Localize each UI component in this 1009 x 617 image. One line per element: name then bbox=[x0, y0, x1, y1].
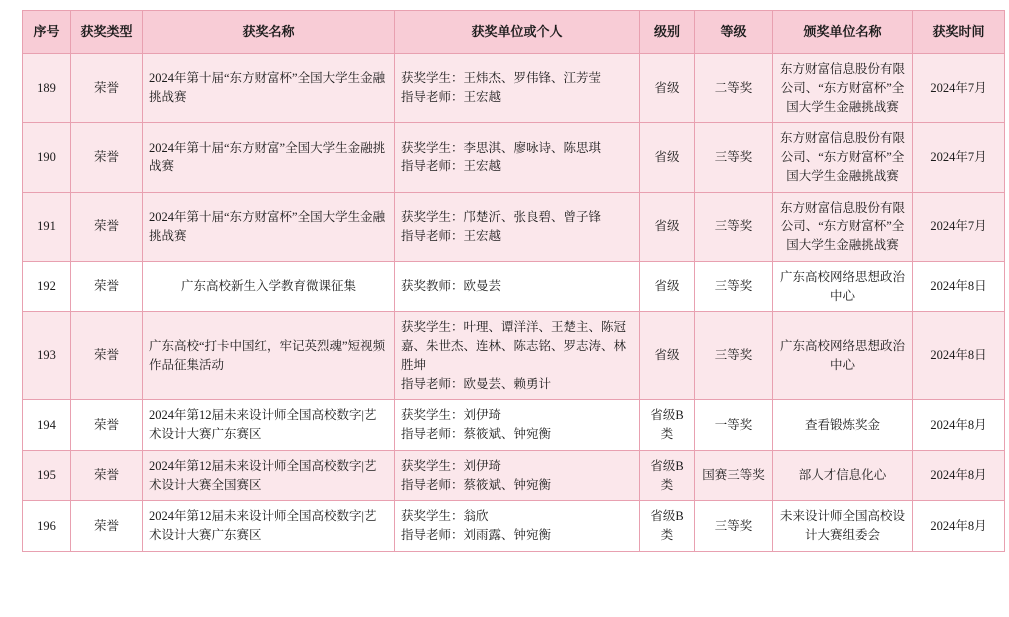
cell-unit-line: 获奖教师：欧曼芸 bbox=[401, 279, 502, 294]
cell-issuer: 部人才信息化心 bbox=[773, 450, 913, 501]
cell-grade: 三等奖 bbox=[695, 312, 773, 400]
cell-issuer: 东方财富信息股份有限公司、“东方财富杯”全国大学生金融挑战赛 bbox=[773, 54, 913, 123]
cell-unit-line: 指导老师：王宏越 bbox=[401, 159, 502, 174]
cell-seq: 196 bbox=[23, 501, 71, 552]
cell-grade: 二等奖 bbox=[695, 54, 773, 123]
table-row bbox=[23, 261, 1005, 312]
cell-seq: 190 bbox=[23, 123, 71, 192]
table-body bbox=[23, 54, 1005, 552]
cell-name bbox=[143, 123, 395, 192]
cell-name bbox=[143, 261, 395, 312]
cell-level: 省级B类 bbox=[640, 501, 695, 552]
cell-unit bbox=[395, 123, 640, 192]
cell-grade: 三等奖 bbox=[695, 123, 773, 192]
cell-name bbox=[143, 450, 395, 501]
cell-seq: 193 bbox=[23, 312, 71, 400]
cell-unit-line: 获奖学生：刘伊琦 bbox=[401, 408, 502, 423]
cell-unit bbox=[395, 501, 640, 552]
cell-date: 2024年8月 bbox=[913, 450, 1005, 501]
cell-level: 省级 bbox=[640, 192, 695, 261]
cell-issuer: 广东高校网络思想政治中心 bbox=[773, 261, 913, 312]
cell-unit bbox=[395, 261, 640, 312]
cell-unit bbox=[395, 192, 640, 261]
cell-unit-line: 指导老师：欧曼芸、赖勇计 bbox=[401, 376, 552, 391]
cell-issuer: 查看锻炼奖金 bbox=[773, 400, 913, 451]
cell-level: 省级 bbox=[640, 123, 695, 192]
cell-name-text: 广东高校“打卡中国红，牢记英烈魂”短视频作品征集活动 bbox=[149, 339, 386, 372]
cell-grade: 一等奖 bbox=[695, 400, 773, 451]
table-header bbox=[23, 11, 1005, 54]
cell-name-text: 2024年第12届未来设计师全国高校数字|艺术设计大赛广东赛区 bbox=[149, 408, 377, 441]
cell-unit-line: 获奖学生：王炜杰、罗伟锋、江芳莹 bbox=[401, 71, 602, 86]
cell-unit bbox=[395, 312, 640, 400]
cell-name-text: 2024年第十届“东方财富杯”全国大学生金融挑战赛 bbox=[149, 71, 386, 105]
cell-issuer: 未来设计师全国高校设计大赛组委会 bbox=[773, 501, 913, 552]
column-header-issuer: 颁奖单位名称 bbox=[773, 11, 913, 54]
cell-seq: 191 bbox=[23, 192, 71, 261]
cell-type: 荣誉 bbox=[71, 501, 143, 552]
cell-type: 荣誉 bbox=[71, 123, 143, 192]
table-row bbox=[23, 501, 1005, 552]
cell-seq: 195 bbox=[23, 450, 71, 501]
cell-seq: 192 bbox=[23, 261, 71, 312]
cell-name-text: 2024年第十届“东方财富杯”全国大学生金融挑战赛 bbox=[149, 209, 386, 243]
table-row bbox=[23, 312, 1005, 400]
column-header-date: 获奖时间 bbox=[913, 11, 1005, 54]
cell-unit-line: 指导老师：王宏越 bbox=[401, 228, 502, 243]
cell-name-text: 2024年第12届未来设计师全国高校数字|艺术设计大赛广东赛区 bbox=[149, 509, 377, 542]
cell-grade: 国赛三等奖 bbox=[695, 450, 773, 501]
cell-type: 荣誉 bbox=[71, 450, 143, 501]
table-row bbox=[23, 450, 1005, 501]
cell-name-text: 2024年第十届“东方财富”全国大学生金融挑战赛 bbox=[149, 140, 386, 174]
column-header-grade: 等级 bbox=[695, 11, 773, 54]
cell-name bbox=[143, 192, 395, 261]
cell-unit-line: 获奖学生：李思淇、廖咏诗、陈思琪 bbox=[401, 140, 602, 155]
cell-level: 省级 bbox=[640, 312, 695, 400]
cell-unit bbox=[395, 54, 640, 123]
cell-issuer: 广东高校网络思想政治中心 bbox=[773, 312, 913, 400]
cell-grade: 三等奖 bbox=[695, 192, 773, 261]
cell-name bbox=[143, 501, 395, 552]
cell-issuer: 东方财富信息股份有限公司、“东方财富杯”全国大学生金融挑战赛 bbox=[773, 192, 913, 261]
cell-level: 省级 bbox=[640, 54, 695, 123]
award-table bbox=[22, 10, 1005, 552]
cell-unit-line: 获奖学生：刘伊琦 bbox=[401, 458, 502, 473]
cell-unit-line: 获奖学生：邝楚沂、张良碧、曾子锋 bbox=[401, 209, 602, 224]
cell-date: 2024年8月 bbox=[913, 501, 1005, 552]
cell-unit bbox=[395, 450, 640, 501]
column-header-level: 级别 bbox=[640, 11, 695, 54]
cell-type: 荣誉 bbox=[71, 261, 143, 312]
cell-level: 省级 bbox=[640, 261, 695, 312]
cell-date: 2024年7月 bbox=[913, 123, 1005, 192]
table-header-row bbox=[23, 11, 1005, 54]
cell-unit-line: 指导老师：蔡筱斌、钟宛衡 bbox=[401, 427, 552, 441]
table-row bbox=[23, 123, 1005, 192]
cell-unit-line: 指导老师：王宏越 bbox=[401, 90, 502, 105]
cell-issuer: 东方财富信息股份有限公司、“东方财富杯”全国大学生金融挑战赛 bbox=[773, 123, 913, 192]
cell-grade: 三等奖 bbox=[695, 501, 773, 552]
cell-date: 2024年8日 bbox=[913, 261, 1005, 312]
column-header-name: 获奖名称 bbox=[143, 11, 395, 54]
cell-name bbox=[143, 312, 395, 400]
cell-level: 省级B类 bbox=[640, 400, 695, 451]
cell-unit-line: 获奖学生：叶理、谭洋洋、王楚主、陈冠嘉、朱世杰、连林、陈志铭、罗志涛、林胜坤 bbox=[401, 320, 627, 372]
cell-unit-line: 指导老师：刘雨露、钟宛衡 bbox=[401, 528, 552, 542]
cell-seq: 189 bbox=[23, 54, 71, 123]
cell-date: 2024年8月 bbox=[913, 400, 1005, 451]
cell-date: 2024年8日 bbox=[913, 312, 1005, 400]
cell-unit bbox=[395, 400, 640, 451]
cell-unit-line: 指导老师：蔡筱斌、钟宛衡 bbox=[401, 477, 552, 492]
cell-type: 荣誉 bbox=[71, 400, 143, 451]
cell-name-text: 2024年第12届未来设计师全国高校数字|艺术设计大赛全国赛区 bbox=[149, 458, 377, 492]
cell-level: 省级B类 bbox=[640, 450, 695, 501]
column-header-seq: 序号 bbox=[23, 11, 71, 54]
cell-type: 荣誉 bbox=[71, 312, 143, 400]
cell-seq: 194 bbox=[23, 400, 71, 451]
cell-date: 2024年7月 bbox=[913, 192, 1005, 261]
cell-type: 荣誉 bbox=[71, 192, 143, 261]
cell-type: 荣誉 bbox=[71, 54, 143, 123]
table-row bbox=[23, 54, 1005, 123]
table-row bbox=[23, 192, 1005, 261]
table-row bbox=[23, 400, 1005, 451]
cell-name bbox=[143, 400, 395, 451]
cell-date: 2024年7月 bbox=[913, 54, 1005, 123]
cell-name-text: 广东高校新生入学教育微课征集 bbox=[180, 279, 356, 294]
column-header-type: 获奖类型 bbox=[71, 11, 143, 54]
column-header-unit: 获奖单位或个人 bbox=[395, 11, 640, 54]
cell-grade: 三等奖 bbox=[695, 261, 773, 312]
cell-unit-line: 获奖学生：翁欣 bbox=[401, 509, 489, 524]
cell-name bbox=[143, 54, 395, 123]
